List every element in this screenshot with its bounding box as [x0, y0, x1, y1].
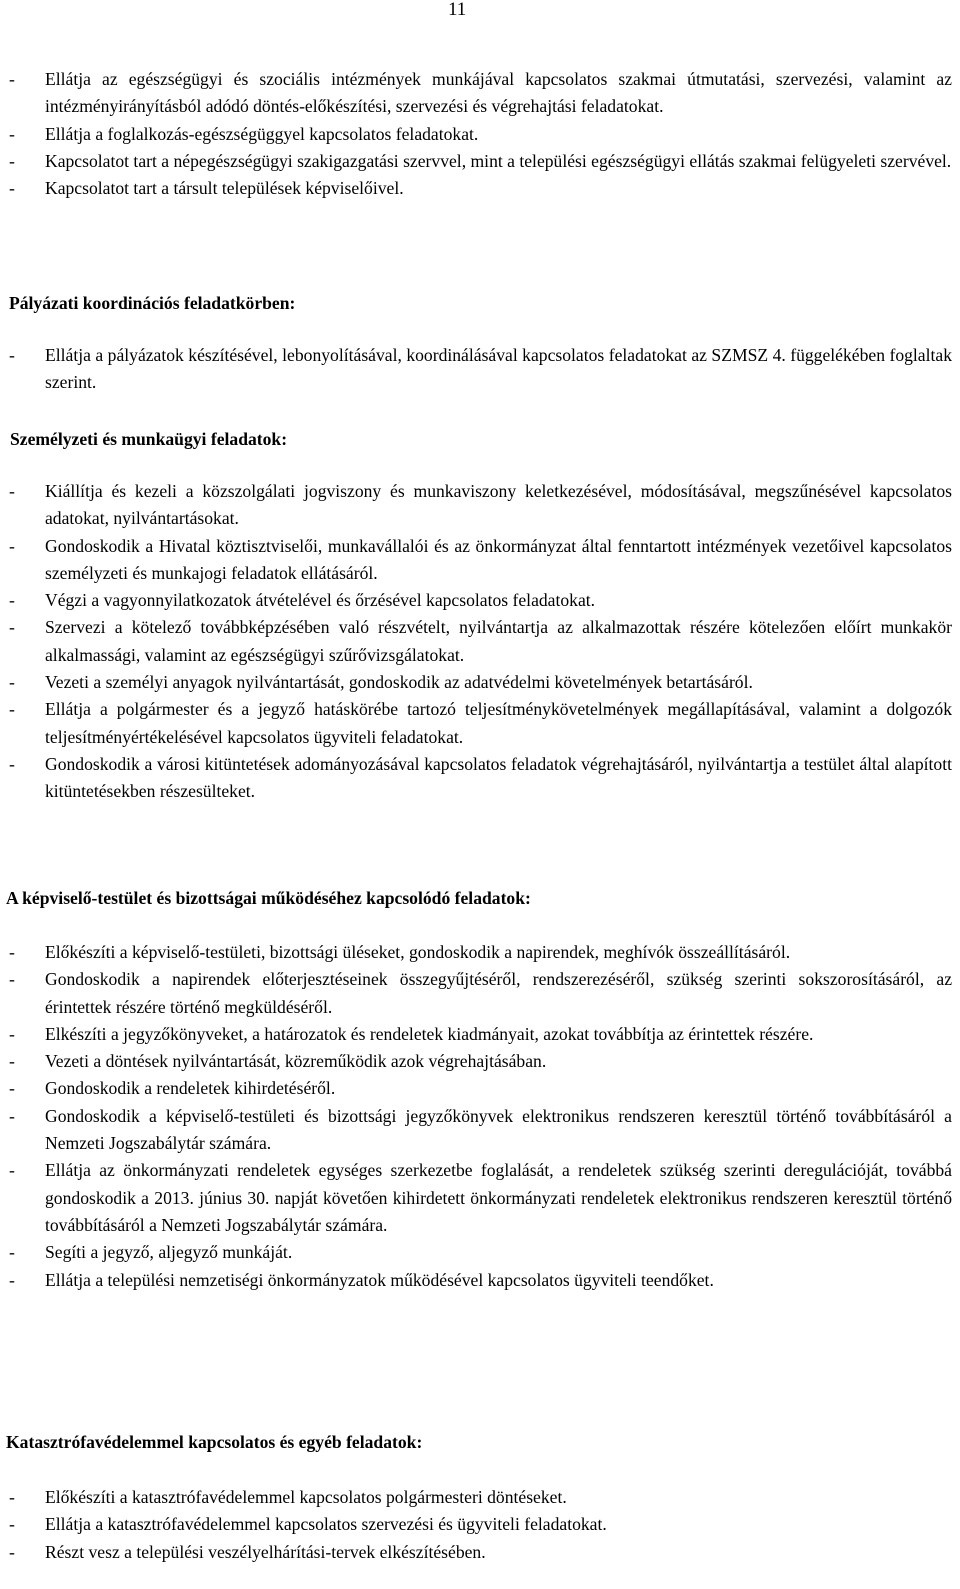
list-item: - Részt vesz a települési veszélyelhárítási-tervek elkészítésében.	[9, 1541, 486, 1562]
list-item: - Ellátja a foglalkozás-egészségüggyel kapcsolatos feladatokat.	[9, 123, 479, 144]
section-heading-disaster: Katasztrófavédelemmel kapcsolatos és egyéb feladatok:	[6, 1432, 423, 1452]
section-heading-council: A képviselő-testület és bizottságai működéséhez kapcsolódó feladatok:	[6, 888, 531, 908]
section-disaster-tasks	[9, 1484, 952, 1566]
list-item: - Kiállítja és kezeli a közszolgálati jogviszony és munkaviszony keletkezésével, módosításával, megszűnésével kapcsolatos adatokat, nyilvántartásokat.	[9, 481, 952, 529]
list-item: - Vezeti a személyi anyagok nyilvántartását, gondoskodik az adatvédelmi követelmények betartásáról.	[9, 672, 753, 693]
list-item: - Szervezi a kötelező továbbképzésében való részvételt, nyilvántartja az alkalmazottak részére kötelezően előírt munkakör alkalmassági, valamint az egészségügyi szűrővizsgálatokat.	[9, 617, 952, 665]
list-item: - Segíti a jegyző, aljegyző munkáját.	[9, 1242, 293, 1263]
list-item: - Előkészíti a katasztrófavédelemmel kapcsolatos polgármesteri döntéseket.	[9, 1487, 567, 1507]
section-council-tasks	[9, 939, 952, 1294]
list-item: - Ellátja a polgármester és a jegyző hatáskörébe tartozó teljesítménykövetelmények megállapításával, valamint a dolgozók teljesítményértékelésével kapcsolatos ügyviteli feladatokat.	[9, 699, 952, 747]
list-item: - Ellátja a katasztrófavédelemmel kapcsolatos szervezési és ügyviteli feladatokat.	[9, 1514, 607, 1535]
section-tender-tasks	[9, 342, 952, 397]
list-item: - Elkészíti a jegyzőkönyveket, a határozatok és rendeletek kiadmányait, azokat továbbítja az érintettek részére.	[9, 1023, 814, 1044]
task-list	[9, 66, 952, 202]
task-list	[9, 342, 952, 397]
list-item: - Ellátja a pályázatok készítésével, lebonyolításával, koordinálásával kapcsolatos feladatokat az SZMSZ 4. függelékében foglaltak szerint.	[9, 345, 952, 393]
list-item: - Ellátja az egészségügyi és szociális intézmények munkájával kapcsolatos szakmai útmutatási, szervezési, valamint az intézményirányításból adódó döntés-előkészítési, szervezési és végrehajtási feladatokat.	[9, 69, 952, 117]
list-item: - Kapcsolatot tart a népegészségügyi szakigazgatási szervvel, mint a települési egészségügyi ellátás szakmai felügyeleti szervével.	[9, 150, 952, 171]
list-item: - Ellátja az önkormányzati rendeletek egységes szerkezetbe foglalását, a rendeletek szükség szerinti deregulációját, továbbá gondoskodik a 2013. június 30. napját követően kihirdetett önkormányzati rendeletek elektronikus rendszeren keresztül történő továbbításáról a Nemzeti Jogszabálytár számára.	[9, 1160, 952, 1235]
list-item: - Gondoskodik a rendeletek kihirdetéséről.	[9, 1078, 336, 1099]
list-item: - Végzi a vagyonnyilatkozatok átvételével és őrzésével kapcsolatos feladatokat.	[9, 590, 596, 611]
list-item: - Kapcsolatot tart a társult települések képviselőivel.	[9, 178, 404, 199]
list-item: - Előkészíti a képviselő-testületi, bizottsági üléseket, gondoskodik a napirendek, meghívók összeállításáról.	[9, 942, 791, 962]
section-heading-personnel: Személyzeti és munkaügyi feladatok:	[10, 429, 288, 449]
list-item: - Ellátja a települési nemzetiségi önkormányzatok működésével kapcsolatos ügyviteli teendőket.	[9, 1269, 714, 1290]
task-list	[9, 1484, 952, 1566]
list-item: - Gondoskodik a képviselő-testületi és bizottsági jegyzőkönyvek elektronikus rendszeren keresztül történő továbbításáról a Nemzeti Jogszabálytár számára.	[9, 1105, 952, 1154]
task-list	[9, 939, 952, 1294]
task-list	[9, 478, 952, 806]
section-personnel-tasks	[9, 478, 952, 806]
list-item: - Gondoskodik a városi kitüntetések adományozásával kapcsolatos feladatok végrehajtásáról, nyilvántartja a testület által alapított kitüntetésekben részesülteket.	[9, 753, 952, 802]
section-health-tasks	[9, 66, 952, 202]
list-item: - Vezeti a döntések nyilvántartását, közreműködik azok végrehajtásában.	[9, 1051, 547, 1072]
page-number: 11	[448, 0, 467, 20]
list-item: - Gondoskodik a napirendek előterjesztéseinek összegyűjtéséről, rendszerezéséről, szükség szerinti sokszorosításáról, az érintettek részére történő megküldéséről.	[9, 969, 952, 1017]
section-heading-tender: Pályázati koordinációs feladatkörben:	[9, 293, 296, 313]
list-item: - Gondoskodik a Hivatal köztisztviselői, munkavállalói és az önkormányzat által fenntartott intézmények vezetőivel kapcsolatos személyzeti és munkajogi feladatok ellátásáról.	[9, 535, 952, 583]
